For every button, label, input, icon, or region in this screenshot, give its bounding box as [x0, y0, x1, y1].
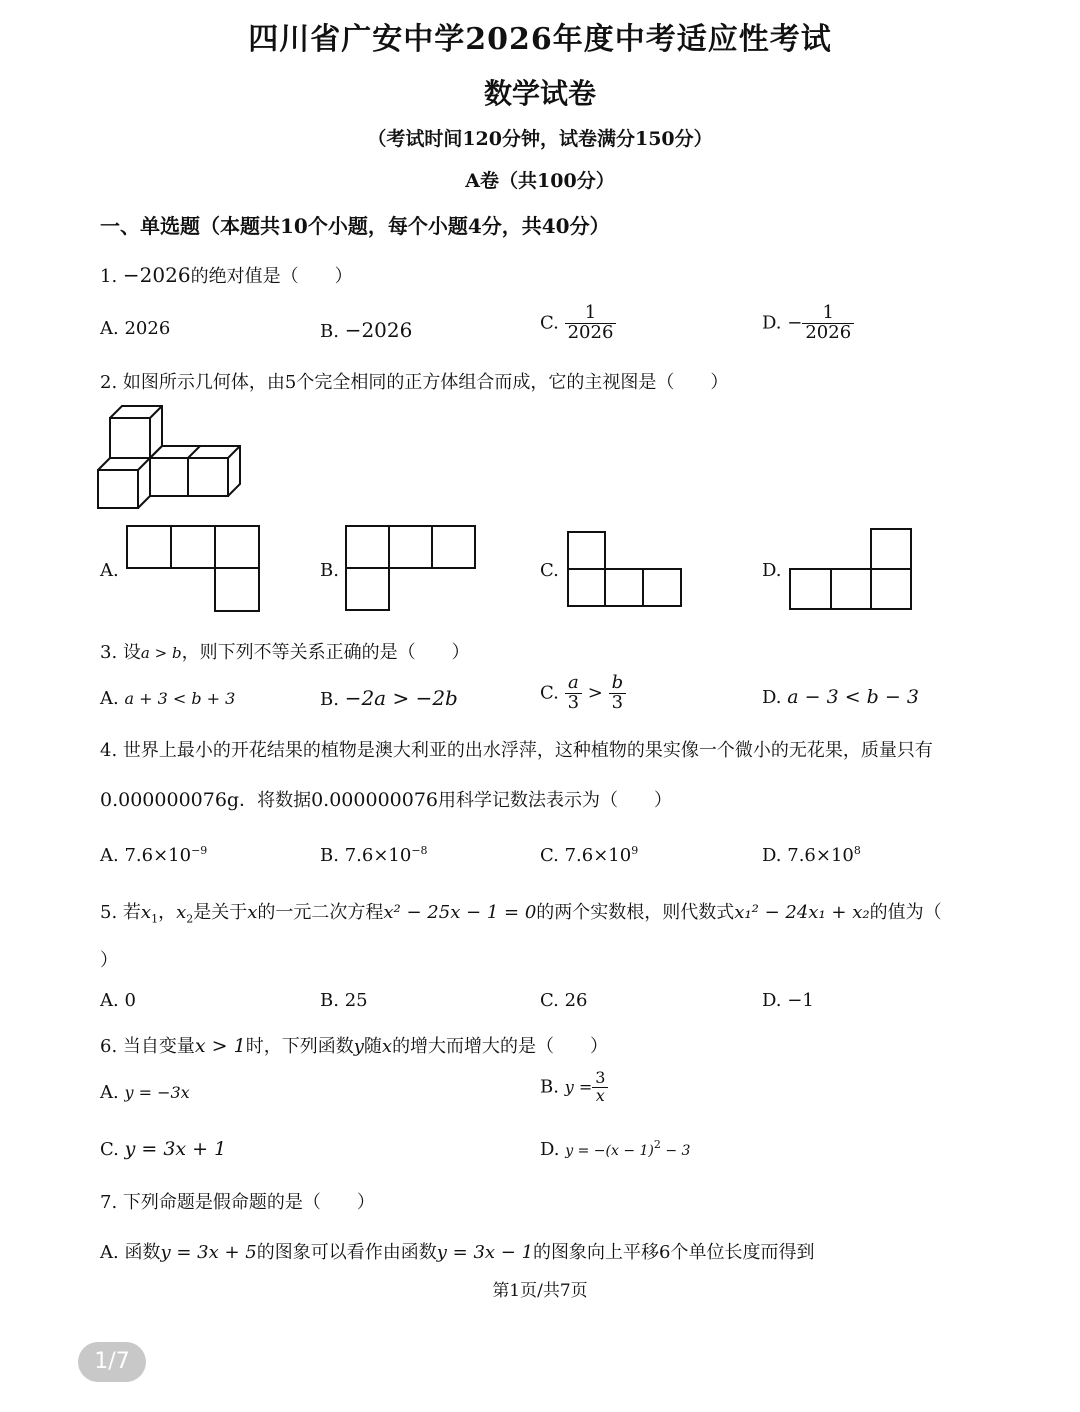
question-5: 5. 若$x_1$，$x_2$是关于x的一元二次方程x² − 25x − 1 = 0的两个实数根，则代数式x₁² − 24x₁ + x₂的值为（ [100, 902, 942, 926]
q3-c-frac-b [609, 674, 627, 713]
q4-number: 4. [100, 740, 118, 761]
q7-a-label: A. [100, 1242, 119, 1263]
q2-option-a[interactable] [100, 560, 119, 581]
q3-text-pre: 设 [122, 642, 141, 663]
question-1 [100, 262, 353, 288]
q4-a-label: A. [100, 845, 119, 866]
q4-d-base: 7.6×10 [787, 845, 854, 866]
question-4-line2 [100, 786, 672, 812]
q1-option-d[interactable] [762, 304, 854, 343]
q5-x1: x [140, 902, 152, 923]
q4-option-a[interactable] [100, 844, 207, 866]
q4-d-label: D. [762, 845, 782, 866]
q1-option-c[interactable] [540, 304, 616, 343]
q4-line2-end: 用科学记数法表示为（ ） [438, 790, 673, 811]
q4-option-d[interactable] [762, 844, 861, 866]
exam-info: （考试时间120分钟，试卷满分150分） [367, 128, 713, 150]
q2-b-label: B. [320, 560, 339, 581]
q5-option-b[interactable] [320, 990, 368, 1011]
q1-number: 1. [100, 266, 118, 287]
q7-text: 下列命题是假命题的是（ ） [122, 1192, 375, 1213]
q5-b-value: 25 [344, 990, 368, 1011]
page-footer: 第1页/共7页 [492, 1281, 588, 1301]
q4-c-base: 7.6×10 [564, 845, 632, 866]
q6-t1: 当自变量 [122, 1036, 195, 1057]
q5-b-label: B. [320, 990, 339, 1011]
q6-t2: 时，下列函数 [245, 1036, 354, 1057]
q3-c-num-a: a [565, 674, 582, 694]
q1-b-value: −2026 [344, 318, 413, 342]
q5-option-c[interactable] [540, 990, 588, 1011]
q4-option-b[interactable] [320, 844, 428, 866]
q1-c-num: 1 [565, 304, 617, 324]
q3-c-den-a: 3 [567, 691, 580, 713]
q2-option-b[interactable] [320, 560, 339, 581]
q5-a-label: A. [100, 990, 119, 1011]
q5-c-label: C. [540, 990, 559, 1011]
q4-b-label: B. [320, 845, 339, 866]
q5-equation: x² − 25x − 1 = 0 [383, 902, 537, 923]
q7-a-t3: 的图象向上平移6个单位长度而得到 [533, 1242, 815, 1263]
q4-a-base: 7.6×10 [124, 845, 192, 866]
q2-option-d-view [789, 528, 915, 612]
q5-t3: 是关于 [193, 902, 248, 923]
q3-c-label: C. [540, 682, 559, 704]
q6-d-pre: y = −(x − 1) [565, 1143, 654, 1159]
q6-option-b[interactable] [540, 1070, 608, 1105]
q5-d-value: −1 [787, 990, 814, 1011]
q3-option-b[interactable] [320, 686, 458, 710]
q6-d-label: D. [540, 1139, 560, 1160]
q2-a-label: A. [100, 560, 119, 581]
q3-text-post: ，则下列不等关系正确的是（ ） [181, 642, 470, 663]
q5-x2: x [176, 902, 187, 923]
q5-t1: 若 [122, 902, 141, 923]
q5-option-d[interactable] [762, 990, 814, 1011]
q3-b-value: −2a > −2b [344, 686, 458, 710]
q6-t4: 的增大而增大的是（ ） [392, 1036, 609, 1057]
q6-b-num: 3 [592, 1070, 608, 1088]
q4-b-exp: −8 [411, 844, 428, 857]
q3-c-op: > [587, 682, 603, 704]
question-6 [100, 1032, 608, 1058]
q3-a-label: A. [100, 688, 119, 709]
q3-condition: a > b [140, 644, 182, 662]
q5-t6: 的值为（ [869, 902, 942, 923]
q3-number: 3. [100, 642, 118, 663]
q3-option-a[interactable] [100, 688, 235, 709]
q5-number: 5. [100, 902, 118, 923]
q3-c-den-b: 3 [611, 691, 624, 713]
q7-a-function-2: y = 3x − 1 [436, 1242, 534, 1263]
q4-option-c[interactable] [540, 844, 638, 866]
q6-x: x [381, 1036, 393, 1057]
exam-title: 四川省广安中学2026年度中考适应性考试 [248, 22, 832, 57]
q4-b-base: 7.6×10 [344, 845, 412, 866]
q2-number: 2. [100, 372, 118, 393]
q7-a-t2: 的图象可以看作由函数 [256, 1242, 437, 1263]
exam-part: A卷（共100分） [465, 170, 615, 192]
question-2 [100, 368, 728, 394]
q2-c-label: C. [540, 560, 559, 581]
q3-d-value: a − 3 < b − 3 [787, 686, 919, 708]
q1-d-sign: − [787, 312, 803, 334]
question-4 [100, 736, 933, 762]
q1-a-label: A. [100, 318, 119, 339]
q6-a-value: y = −3x [124, 1083, 190, 1102]
q6-c-label: C. [100, 1139, 119, 1160]
q5-xv: x [247, 902, 258, 923]
q3-d-label: D. [762, 687, 782, 708]
q6-t3: 随 [363, 1036, 382, 1057]
q4-a-exp: −9 [191, 844, 208, 857]
q6-number: 6. [100, 1036, 118, 1057]
q4-mass-value: 0.000000076g [100, 789, 240, 811]
q6-d-post: − 3 [660, 1143, 691, 1159]
q1-option-b[interactable] [320, 318, 412, 342]
q3-a-value: a + 3 < b + 3 [124, 689, 236, 708]
q6-d-exp: 2 [653, 1138, 661, 1151]
q6-b-fraction [592, 1070, 608, 1105]
exam-subject: 数学试卷 [483, 77, 596, 110]
q2-solid-figure [96, 400, 246, 512]
q2-text: 如图所示几何体，由5个完全相同的正方体组合而成，它的主视图是（ ） [122, 372, 729, 393]
q2-option-a-view [126, 525, 264, 615]
q5-d-label: D. [762, 990, 782, 1011]
q2-option-c-view [567, 531, 685, 609]
q5-t5: 的两个实数根，则代数式 [536, 902, 735, 923]
q4-number-value: 0.000000076 [311, 789, 439, 811]
q1-option-a[interactable] [100, 318, 170, 339]
q2-option-b-view [345, 525, 479, 615]
q2-option-c[interactable] [540, 560, 559, 581]
q6-y: y [353, 1036, 364, 1057]
question-7 [100, 1188, 375, 1214]
page-indicator[interactable]: 1/7 [78, 1342, 146, 1382]
q1-d-fraction [802, 304, 854, 343]
q6-b-den: x [595, 1085, 605, 1105]
q1-c-den: 2026 [567, 321, 614, 343]
q5-option-a[interactable] [100, 990, 136, 1011]
q4-line1: 世界上最小的开花结果的植物是澳大利亚的出水浮萍，这种植物的果实像一个微小的无花果，质量只有 [122, 740, 933, 761]
q6-option-c[interactable] [100, 1138, 226, 1160]
section-heading: 一、单选题（本题共10个小题，每个小题4分，共40分） [100, 214, 610, 238]
q1-d-label: D. [762, 312, 782, 334]
q6-condition: x > 1 [194, 1035, 246, 1057]
q4-c-exp: 9 [631, 844, 639, 857]
q2-option-d[interactable] [762, 560, 782, 581]
q5-expression: x₁² − 24x₁ + x₂ [734, 902, 870, 923]
q6-b-label: B. [540, 1076, 559, 1098]
question-3 [100, 638, 470, 664]
q3-option-c[interactable] [540, 674, 626, 713]
q1-c-label: C. [540, 312, 559, 334]
q2-d-label: D. [762, 560, 782, 581]
q3-c-num-b: b [609, 674, 627, 694]
q6-a-label: A. [100, 1082, 119, 1103]
q7-option-a[interactable] [100, 1238, 814, 1264]
q1-d-num: 1 [802, 304, 854, 324]
q1-text: 的绝对值是（ ） [190, 266, 353, 287]
q5-t4: 的一元二次方程 [257, 902, 384, 923]
q7-number: 7. [100, 1192, 118, 1213]
q1-expr: −2026 [122, 263, 191, 287]
q6-c-value: y = 3x + 1 [124, 1138, 227, 1160]
q6-option-d[interactable] [540, 1138, 690, 1160]
q4-d-exp: 8 [853, 844, 861, 857]
q7-a-function-1: y = 3x + 5 [160, 1242, 257, 1263]
q3-c-frac-a [565, 674, 582, 713]
q5-a-value: 0 [124, 990, 136, 1011]
q6-option-a[interactable] [100, 1082, 190, 1103]
q1-d-den: 2026 [805, 321, 852, 343]
q1-a-value: 2026 [124, 318, 171, 339]
q3-option-d[interactable] [762, 686, 919, 708]
q4-c-label: C. [540, 845, 559, 866]
q5-t2: ， [158, 902, 177, 923]
q1-b-label: B. [320, 321, 339, 342]
q6-b-pre: y = [564, 1077, 593, 1097]
q5-close-paren: ） [100, 950, 118, 971]
q5-c-value: 26 [564, 990, 588, 1011]
q4-line2-mid: ．将数据 [239, 790, 312, 811]
q3-b-label: B. [320, 689, 339, 710]
q7-a-t1: 函数 [124, 1242, 161, 1263]
q1-c-fraction [565, 304, 617, 343]
